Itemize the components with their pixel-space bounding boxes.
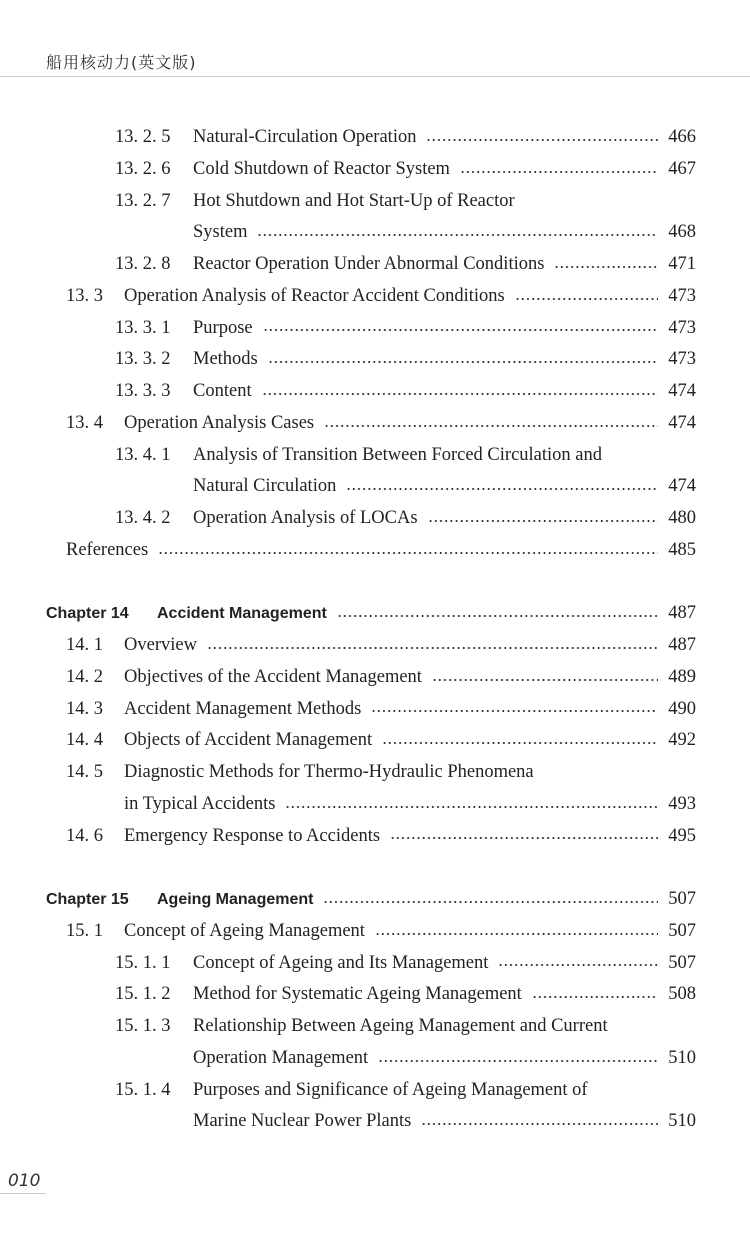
entry-number: 13. 2. 6 (115, 158, 171, 179)
entry-line (193, 503, 696, 535)
page-number: 010 (8, 1171, 41, 1191)
dot-leader (323, 900, 658, 904)
dot-leader (268, 360, 658, 364)
entry-page: 507 (668, 920, 696, 941)
entry-line (193, 313, 696, 345)
entry-title: Analysis of Transition Between Forced Circulation and (193, 444, 603, 465)
spacer (0, 852, 750, 884)
entry-line (124, 916, 696, 948)
entry-title: Ageing Management (157, 891, 314, 908)
entry-number: 15. 1. 3 (115, 1016, 171, 1036)
entry-line (124, 408, 696, 440)
dot-leader (371, 709, 658, 713)
entry-line (193, 249, 696, 281)
entry-title-continuation: in Typical Accidents (124, 793, 276, 814)
dot-leader (263, 328, 658, 332)
entry-page: 468 (668, 222, 696, 243)
entry-number: 13. 3. 2 (115, 349, 171, 370)
toc-entry[interactable] (0, 376, 750, 408)
entry-number: 14. 1 (66, 635, 103, 655)
toc-entry[interactable] (0, 122, 750, 154)
entry-page: 474 (668, 476, 696, 497)
entry-number: 13. 4. 2 (115, 508, 171, 528)
entry-page: 507 (668, 889, 696, 909)
entry-number: 13. 3. 1 (115, 317, 171, 338)
dot-leader (421, 1122, 658, 1126)
toc-entry[interactable] (0, 249, 750, 281)
toc-entry[interactable] (0, 694, 750, 726)
entry-title: Methods (193, 349, 258, 370)
entry-number: 14. 4 (66, 730, 103, 751)
toc-entry-continuation (0, 1106, 750, 1138)
entry-page: 487 (668, 603, 696, 624)
entry-title: Concept of Ageing Management (124, 920, 365, 941)
entry-line (157, 884, 696, 916)
toc-entry[interactable] (0, 630, 750, 662)
entry-number: 14. 6 (66, 825, 103, 846)
toc-entry[interactable] (0, 154, 750, 186)
toc-entry-continuation (0, 1043, 750, 1075)
dot-leader (257, 233, 658, 237)
toc-entry-continuation (0, 471, 750, 503)
entry-number: 15. 1. 1 (115, 952, 171, 973)
entry-title-continuation: Operation Management (193, 1047, 369, 1068)
dot-leader (498, 963, 658, 967)
entry-title: Cold Shutdown of Reactor System (193, 158, 450, 179)
footer-divider (0, 1193, 46, 1194)
entry-page: 473 (668, 317, 696, 338)
entry-line (193, 979, 696, 1011)
entry-page: 490 (668, 698, 696, 719)
toc-entry[interactable] (0, 408, 750, 440)
toc-entry[interactable] (0, 979, 750, 1011)
toc-entry[interactable] (0, 757, 750, 789)
toc-entry[interactable] (0, 186, 750, 218)
entry-page: 508 (668, 984, 696, 1005)
dot-leader (378, 1059, 658, 1063)
entry-number: 14. 5 (66, 762, 103, 782)
entry-title: References (66, 539, 149, 560)
entry-line (124, 662, 696, 694)
entry-number: 13. 2. 5 (115, 127, 171, 147)
toc-entry[interactable] (0, 313, 750, 345)
dot-leader (207, 646, 658, 650)
dot-leader (390, 836, 658, 840)
entry-line (193, 948, 696, 980)
spacer (0, 567, 750, 599)
entry-line (124, 757, 696, 789)
entry-title-continuation: Marine Nuclear Power Plants (193, 1111, 412, 1132)
toc-entry[interactable] (0, 948, 750, 980)
entry-page: 485 (668, 539, 696, 560)
dot-leader (285, 805, 658, 809)
dot-leader (554, 265, 658, 269)
entry-title: Operation Analysis of LOCAs (193, 508, 418, 528)
entry-page: 473 (668, 285, 696, 306)
entry-title: Accident Management Methods (124, 698, 362, 719)
dot-leader (428, 519, 658, 523)
header-divider (0, 76, 750, 77)
entry-line (124, 821, 696, 853)
entry-title: Purpose (193, 317, 253, 338)
entry-number: 15. 1. 4 (115, 1079, 171, 1100)
entry-line (124, 630, 696, 662)
entry-page: 510 (668, 1047, 696, 1068)
running-header: 船用核动力(英文版) (46, 53, 197, 72)
entry-line (193, 376, 696, 408)
entry-line (193, 471, 696, 503)
entry-title: Objects of Accident Management (124, 730, 373, 751)
entry-title: Overview (124, 635, 197, 655)
entry-number: 13. 2. 7 (115, 190, 171, 211)
toc-entry-continuation (0, 789, 750, 821)
dot-leader (432, 678, 658, 682)
entry-line (193, 1106, 696, 1138)
entry-page: 471 (668, 254, 696, 274)
entry-line (157, 598, 696, 630)
entry-page: 492 (668, 730, 696, 751)
entry-title: Diagnostic Methods for Thermo-Hydraulic Phenomena (124, 762, 534, 782)
table-of-contents (0, 122, 750, 1138)
entry-page: 495 (668, 825, 696, 846)
entry-title: Purposes and Significance of Ageing Management of (193, 1079, 588, 1100)
entry-page: 474 (668, 381, 696, 401)
toc-entry[interactable] (0, 440, 750, 472)
dot-leader (375, 932, 658, 936)
entry-page: 480 (668, 508, 696, 528)
entry-title: Emergency Response to Accidents (124, 825, 381, 846)
entry-line (66, 535, 696, 567)
entry-line (193, 1043, 696, 1075)
entry-page: 510 (668, 1111, 696, 1132)
dot-leader (262, 392, 658, 396)
dot-leader (532, 995, 658, 999)
toc-chapter-entry[interactable] (0, 598, 750, 630)
entry-number: 15. 1 (66, 920, 103, 941)
entry-line (193, 186, 696, 218)
entry-number: 13. 4. 1 (115, 444, 171, 465)
entry-page: 467 (668, 158, 696, 179)
dot-leader (515, 297, 658, 301)
entry-number: 14. 3 (66, 698, 103, 719)
entry-line (193, 1011, 696, 1043)
entry-title: Operation Analysis Cases (124, 412, 315, 433)
entry-line (124, 725, 696, 757)
toc-entry[interactable] (0, 503, 750, 535)
toc-chapter-entry[interactable] (0, 884, 750, 916)
dot-leader (460, 170, 658, 174)
dot-leader (382, 741, 658, 745)
entry-number: 13. 3. 3 (115, 381, 171, 401)
entry-title: Content (193, 381, 252, 401)
toc-entry[interactable] (0, 662, 750, 694)
toc-entry[interactable] (0, 1075, 750, 1107)
entry-title: Concept of Ageing and Its Management (193, 952, 489, 973)
dot-leader (158, 551, 658, 555)
toc-entry[interactable] (0, 535, 750, 567)
entry-page: 489 (668, 666, 696, 687)
dot-leader (337, 614, 658, 618)
dot-leader (426, 138, 658, 142)
toc-entry[interactable] (0, 281, 750, 313)
entry-page: 474 (668, 412, 696, 433)
dot-leader (346, 487, 658, 491)
entry-number: 13. 2. 8 (115, 254, 171, 274)
entry-line (193, 1075, 696, 1107)
entry-page: 507 (668, 952, 696, 973)
entry-number: 14. 2 (66, 666, 103, 687)
entry-line (193, 154, 696, 186)
entry-title: Hot Shutdown and Hot Start-Up of Reactor (193, 190, 515, 211)
entry-title: Accident Management (157, 605, 327, 623)
entry-title: Reactor Operation Under Abnormal Conditions (193, 254, 545, 274)
entry-title-continuation: System (193, 222, 248, 243)
toc-entry[interactable] (0, 344, 750, 376)
entry-title: Natural-Circulation Operation (193, 127, 417, 147)
toc-entry[interactable] (0, 725, 750, 757)
entry-title: Method for Systematic Ageing Management (193, 984, 522, 1005)
entry-number: 15. 1. 2 (115, 984, 171, 1005)
entry-title: Objectives of the Accident Management (124, 666, 422, 687)
toc-entry[interactable] (0, 1011, 750, 1043)
entry-line (193, 344, 696, 376)
entry-number: 13. 3 (66, 285, 103, 306)
entry-page: 473 (668, 349, 696, 370)
entry-line (124, 789, 696, 821)
entry-line (193, 122, 696, 154)
entry-title: Operation Analysis of Reactor Accident Conditions (124, 285, 505, 306)
entry-line (193, 440, 696, 472)
entry-title-continuation: Natural Circulation (193, 476, 337, 497)
entry-line (193, 217, 696, 249)
entry-page: 493 (668, 793, 696, 814)
toc-entry[interactable] (0, 916, 750, 948)
dot-leader (324, 424, 658, 428)
entry-title: Relationship Between Ageing Management and Current (193, 1016, 608, 1036)
entry-number: 13. 4 (66, 412, 103, 433)
entry-page: 487 (668, 635, 696, 655)
entry-line (124, 694, 696, 726)
toc-entry[interactable] (0, 821, 750, 853)
toc-entry-continuation (0, 217, 750, 249)
entry-page: 466 (668, 127, 696, 147)
entry-line (124, 281, 696, 313)
entry-number: Chapter 14 (46, 605, 129, 623)
entry-number: Chapter 15 (46, 891, 129, 908)
